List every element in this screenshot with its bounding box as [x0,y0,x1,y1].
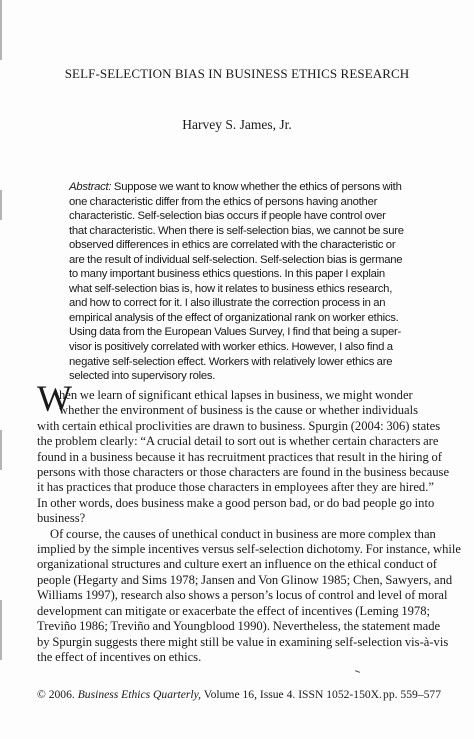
abstract-line: one characteristic differ from the ethics of persons having another [69,195,378,208]
copyright: © 2006. [37,688,78,701]
abstract-line: Abstract: Suppose we want to know whether the ethics of persons with [69,181,402,193]
abstract-line: that characteristic. When there is self-selection bias, we cannot be sure [69,224,404,237]
page-edge [0,0,5,739]
paragraph-2-line: Williams 1997), research also shows a person’s locus of control and level of moral [37,588,448,603]
abstract-line: characteristic. Self-selection bias occurs if people have control over [69,210,386,223]
abstract-line: visor is positively correlated with worker ethics. However, I also find a [69,341,393,354]
paragraph-2-line: Of course, the causes of unethical conduct in business are more complex than [50,526,436,541]
stray-mark [355,670,360,673]
page-range: pp. 559–577 [383,688,441,701]
paragraph-2-line: organizational structures and culture exert an influence on the ethical conduct of [37,557,437,572]
abstract [69,180,417,384]
body-text [37,388,461,665]
paragraph-1-line: In other words, does business make a good person bad, or do bad people go into [37,495,435,510]
paragraph-2-line: development can mitigate or exacerbate the effect of incentives (Leming 1978; [37,603,431,618]
paragraph-1-line: persons with those characters or those characters are found in the business because [37,465,450,480]
abstract-label: Abstract: [69,181,112,193]
paragraph-2-line: implied by the simple incentives versus self-selection dichotomy. For instance, while [37,542,461,557]
author-name: Harvey S. James, Jr. [182,117,292,132]
paragraph-1-line: found in a business because it has recruitment practices that result in the hiring of [37,449,442,464]
abstract-line: and how to correct for it. I also illustrate the correction process in an [69,297,386,310]
abstract-line: observed differences in ethics are correlated with the characteristic or [69,239,396,252]
abstract-line: selected into supervisory roles. [69,370,216,383]
paper-title: SELF-SELECTION BIAS IN BUSINESS ETHICS RESEARCH [64,66,410,81]
paragraph-1-line: it has practices that produce those characters in employees after they are hired.” [37,480,434,495]
paragraph-2-line: by Spurgin suggests there might still be value in examining self-selection vis-à-vis [37,634,449,649]
paragraph-1-line: business? [37,511,86,526]
footer [37,688,441,701]
drop-cap: W [37,379,72,420]
paragraph-2-line: people (Hegarty and Sims 1978; Jansen and Von Glinow 1985; Chen, Sawyers, and [37,572,453,587]
abstract-line: what self-selection bias is, how it relates to business ethics research, [69,282,393,295]
paragraph-1-line: the problem clearly: “A crucial detail to sort out is whether certain characters are [37,434,439,449]
paragraph-1-line: with certain ethical proclivities are drawn to business. Spurgin (2004: 306) states [37,418,441,433]
paragraph-1-line: whether the environment of business is the cause or whether individuals [59,403,419,418]
paragraph-2-line: Treviño 1986; Treviño and Youngblood 1990). Nevertheless, the statement made [37,619,441,634]
abstract-line: to many important business ethics questions. In this paper I explain [69,268,385,281]
abstract-line: negative self-selection effect. Workers with relatively lower ethics are [69,355,393,368]
paragraph-1-line: hen we learn of significant ethical lapses in business, we might wonder [59,388,413,402]
issue-details: Volume 16, Issue 4. ISSN 1052-150X. [201,688,382,701]
journal-name: Business Ethics Quarterly, [77,688,202,701]
abstract-line: empirical analysis of the effect of organizational rank on worker ethics. [69,311,399,324]
abstract-line: are the result of individual self-selection. Self-selection bias is germane [69,253,403,266]
paragraph-2-line: the effect of incentives on ethics. [37,649,202,664]
abstract-line: Using data from the European Values Survey, I find that being a super- [69,326,402,339]
